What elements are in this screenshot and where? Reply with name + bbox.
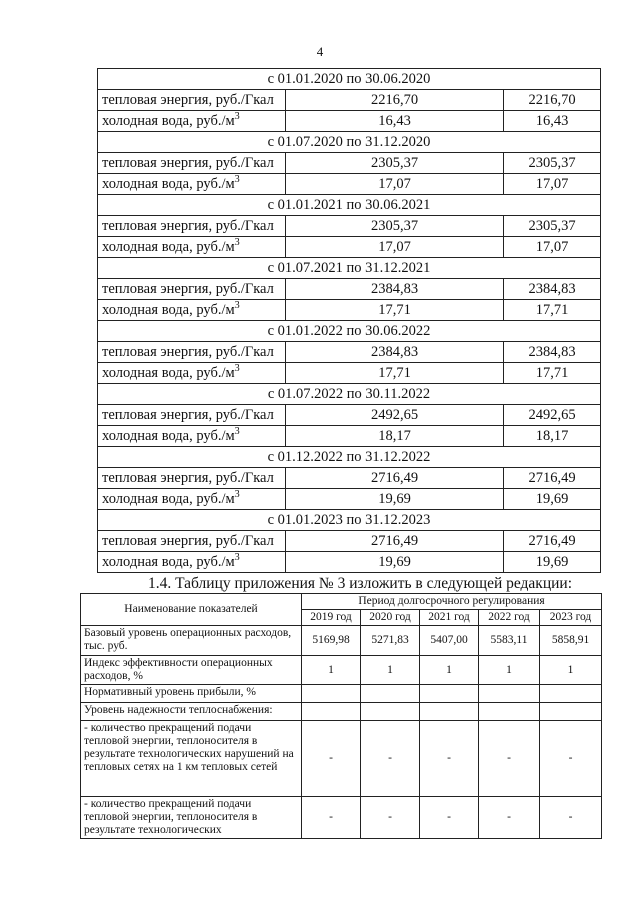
page-number: 4 (316, 44, 324, 59)
tariff-value: 2716,49 (504, 468, 601, 489)
tariff-label (98, 216, 286, 237)
tariff-label (98, 279, 286, 300)
tariff-label-text: тепловая энергия, руб./Гкал (102, 533, 274, 549)
period-label: с 01.01.2022 по 30.06.2022 (98, 321, 601, 342)
indicator-value: - (302, 721, 361, 797)
tariff-label-text: холодная вода, руб./м (102, 113, 235, 129)
tariff-value: 16,43 (504, 111, 601, 132)
indicator-value (479, 703, 540, 721)
tariff-label-text: холодная вода, руб./м (102, 302, 235, 318)
tariff-row (98, 531, 601, 552)
tariff-row (98, 279, 601, 300)
tariff-value: 19,69 (504, 552, 601, 573)
indicator-value (420, 703, 479, 721)
tariff-label (98, 174, 286, 195)
tariff-row (98, 237, 601, 258)
indicator-value: 1 (479, 656, 540, 685)
indicator-value: 1 (302, 656, 361, 685)
tariff-row (98, 363, 601, 384)
indicator-row (81, 685, 602, 703)
tariff-value: 16,43 (286, 111, 504, 132)
indicator-value: 5271,83 (361, 626, 420, 656)
tariff-label (98, 300, 286, 321)
indicator-value (302, 685, 361, 703)
tariff-value: 17,07 (286, 174, 504, 195)
tariff-value: 19,69 (504, 489, 601, 510)
unit-exponent: 3 (234, 552, 240, 564)
tariff-row (98, 552, 601, 573)
tariff-value: 19,69 (286, 489, 504, 510)
indicator-value: 1 (420, 656, 479, 685)
tariff-label-text: тепловая энергия, руб./Гкал (102, 344, 274, 360)
tariff-row (98, 300, 601, 321)
indicator-name-header: Наименование показателей (81, 594, 302, 626)
indicator-name: Нормативный уровень прибыли, % (81, 685, 302, 703)
tariff-label-text: холодная вода, руб./м (102, 491, 235, 507)
tariff-value: 2216,70 (286, 90, 504, 111)
tariff-value: 17,71 (286, 300, 504, 321)
tariff-label-text: тепловая энергия, руб./Гкал (102, 470, 274, 486)
indicator-value: 5858,91 (540, 626, 602, 656)
tariff-label (98, 489, 286, 510)
tariff-label-text: тепловая энергия, руб./Гкал (102, 92, 274, 108)
tariff-label (98, 90, 286, 111)
tariff-value: 2216,70 (504, 90, 601, 111)
period-row (98, 258, 601, 279)
indicator-value: - (479, 721, 540, 797)
period-row (98, 384, 601, 405)
tariff-value: 2305,37 (504, 153, 601, 174)
indicator-value: - (420, 721, 479, 797)
indicator-value: 5407,00 (420, 626, 479, 656)
tariff-value: 18,17 (504, 426, 601, 447)
tariff-label-text: холодная вода, руб./м (102, 554, 235, 570)
tariff-value: 17,07 (504, 174, 601, 195)
tariff-label (98, 111, 286, 132)
tariff-value: 2384,83 (286, 279, 504, 300)
section-heading: 1.4. Таблицу приложения № 3 изложить в следующей редакции: (147, 575, 573, 592)
tariff-row (98, 111, 601, 132)
tariff-value: 17,07 (286, 237, 504, 258)
tariff-row (98, 153, 601, 174)
tariff-row (98, 468, 601, 489)
tariff-label-text: тепловая энергия, руб./Гкал (102, 281, 274, 297)
tariff-value: 2384,83 (286, 342, 504, 363)
unit-exponent: 3 (234, 174, 240, 186)
indicator-row (81, 721, 602, 797)
tariff-value: 2716,49 (286, 468, 504, 489)
tariff-value: 17,07 (504, 237, 601, 258)
tariff-label (98, 153, 286, 174)
tariff-value: 2305,37 (286, 153, 504, 174)
indicator-row (81, 626, 602, 656)
tariff-label (98, 363, 286, 384)
period-row (98, 447, 601, 468)
tariff-value: 2492,65 (286, 405, 504, 426)
indicator-value (361, 685, 420, 703)
indicator-value: 5169,98 (302, 626, 361, 656)
tariff-row (98, 426, 601, 447)
indicator-name: Уровень надежности теплоснабжения: (81, 703, 302, 721)
tariff-value: 18,17 (286, 426, 504, 447)
tariff-value: 2384,83 (504, 279, 601, 300)
unit-exponent: 3 (234, 300, 240, 312)
indicator-name: - количество прекращений подачи тепловой энергии, теплоносителя в результате технологических (81, 797, 302, 839)
indicator-value: - (302, 797, 361, 839)
indicator-row (81, 656, 602, 685)
indicator-value: 5583,11 (479, 626, 540, 656)
tariff-value: 17,71 (286, 363, 504, 384)
indicator-value (540, 703, 602, 721)
tariff-value: 2305,37 (286, 216, 504, 237)
year-header: 2019 год (302, 610, 361, 626)
indicator-row (81, 703, 602, 721)
regulation-parameters-table (80, 593, 602, 839)
year-header: 2022 год (479, 610, 540, 626)
tariff-label-text: холодная вода, руб./м (102, 428, 235, 444)
period-row (98, 132, 601, 153)
tariff-value: 19,69 (286, 552, 504, 573)
indicator-value (361, 703, 420, 721)
unit-exponent: 3 (234, 111, 240, 123)
indicator-value (420, 685, 479, 703)
tariff-value: 17,71 (504, 363, 601, 384)
tariff-value: 17,71 (504, 300, 601, 321)
tariff-label (98, 405, 286, 426)
tariff-label-text: тепловая энергия, руб./Гкал (102, 407, 274, 423)
period-header: Период долгосрочного регулирования (302, 594, 602, 610)
tariff-value: 2716,49 (504, 531, 601, 552)
tariff-value: 2716,49 (286, 531, 504, 552)
unit-exponent: 3 (234, 489, 240, 501)
period-label: с 01.07.2020 по 31.12.2020 (98, 132, 601, 153)
tariff-label-text: холодная вода, руб./м (102, 239, 235, 255)
tariff-row (98, 216, 601, 237)
indicator-value: 1 (361, 656, 420, 685)
indicator-value: - (540, 721, 602, 797)
tariff-row (98, 342, 601, 363)
tariff-row (98, 405, 601, 426)
indicator-value: - (540, 797, 602, 839)
year-header: 2023 год (540, 610, 602, 626)
indicator-value: - (420, 797, 479, 839)
indicator-value (540, 685, 602, 703)
tariff-label-text: холодная вода, руб./м (102, 365, 235, 381)
tariff-label (98, 237, 286, 258)
indicator-value: 1 (540, 656, 602, 685)
period-label: с 01.07.2022 по 30.11.2022 (98, 384, 601, 405)
tariff-label-text: холодная вода, руб./м (102, 176, 235, 192)
tariff-label (98, 531, 286, 552)
period-label: с 01.12.2022 по 31.12.2022 (98, 447, 601, 468)
tariff-label-text: тепловая энергия, руб./Гкал (102, 218, 274, 234)
period-row (98, 195, 601, 216)
unit-exponent: 3 (234, 237, 240, 249)
tariff-value: 2305,37 (504, 216, 601, 237)
period-label: с 01.07.2021 по 31.12.2021 (98, 258, 601, 279)
indicator-name: Индекс эффективности операционных расходов, % (81, 656, 302, 685)
period-label: с 01.01.2020 по 30.06.2020 (98, 69, 601, 90)
period-row (98, 69, 601, 90)
indicator-value: - (479, 797, 540, 839)
year-header: 2021 год (420, 610, 479, 626)
tariff-label (98, 468, 286, 489)
tariff-label (98, 426, 286, 447)
tariff-label (98, 342, 286, 363)
tariff-row (98, 489, 601, 510)
indicator-value: - (361, 797, 420, 839)
tariff-row (98, 174, 601, 195)
tariff-value: 2492,65 (504, 405, 601, 426)
period-row (98, 321, 601, 342)
period-row (98, 510, 601, 531)
tariff-label (98, 552, 286, 573)
tariff-table (97, 68, 601, 573)
indicator-name: - количество прекращений подачи тепловой энергии, теплоносителя в результате технологических нарушений на тепловых сетях на 1 км тепловых сетей (81, 721, 302, 797)
period-label: с 01.01.2023 по 31.12.2023 (98, 510, 601, 531)
tariff-row (98, 90, 601, 111)
unit-exponent: 3 (234, 426, 240, 438)
indicator-value (302, 703, 361, 721)
indicator-row (81, 797, 602, 839)
indicator-name: Базовый уровень операционных расходов, тыс. руб. (81, 626, 302, 656)
year-header: 2020 год (361, 610, 420, 626)
tariff-label-text: тепловая энергия, руб./Гкал (102, 155, 274, 171)
tariff-value: 2384,83 (504, 342, 601, 363)
indicator-value (479, 685, 540, 703)
unit-exponent: 3 (234, 363, 240, 375)
indicator-value: - (361, 721, 420, 797)
period-label: с 01.01.2021 по 30.06.2021 (98, 195, 601, 216)
